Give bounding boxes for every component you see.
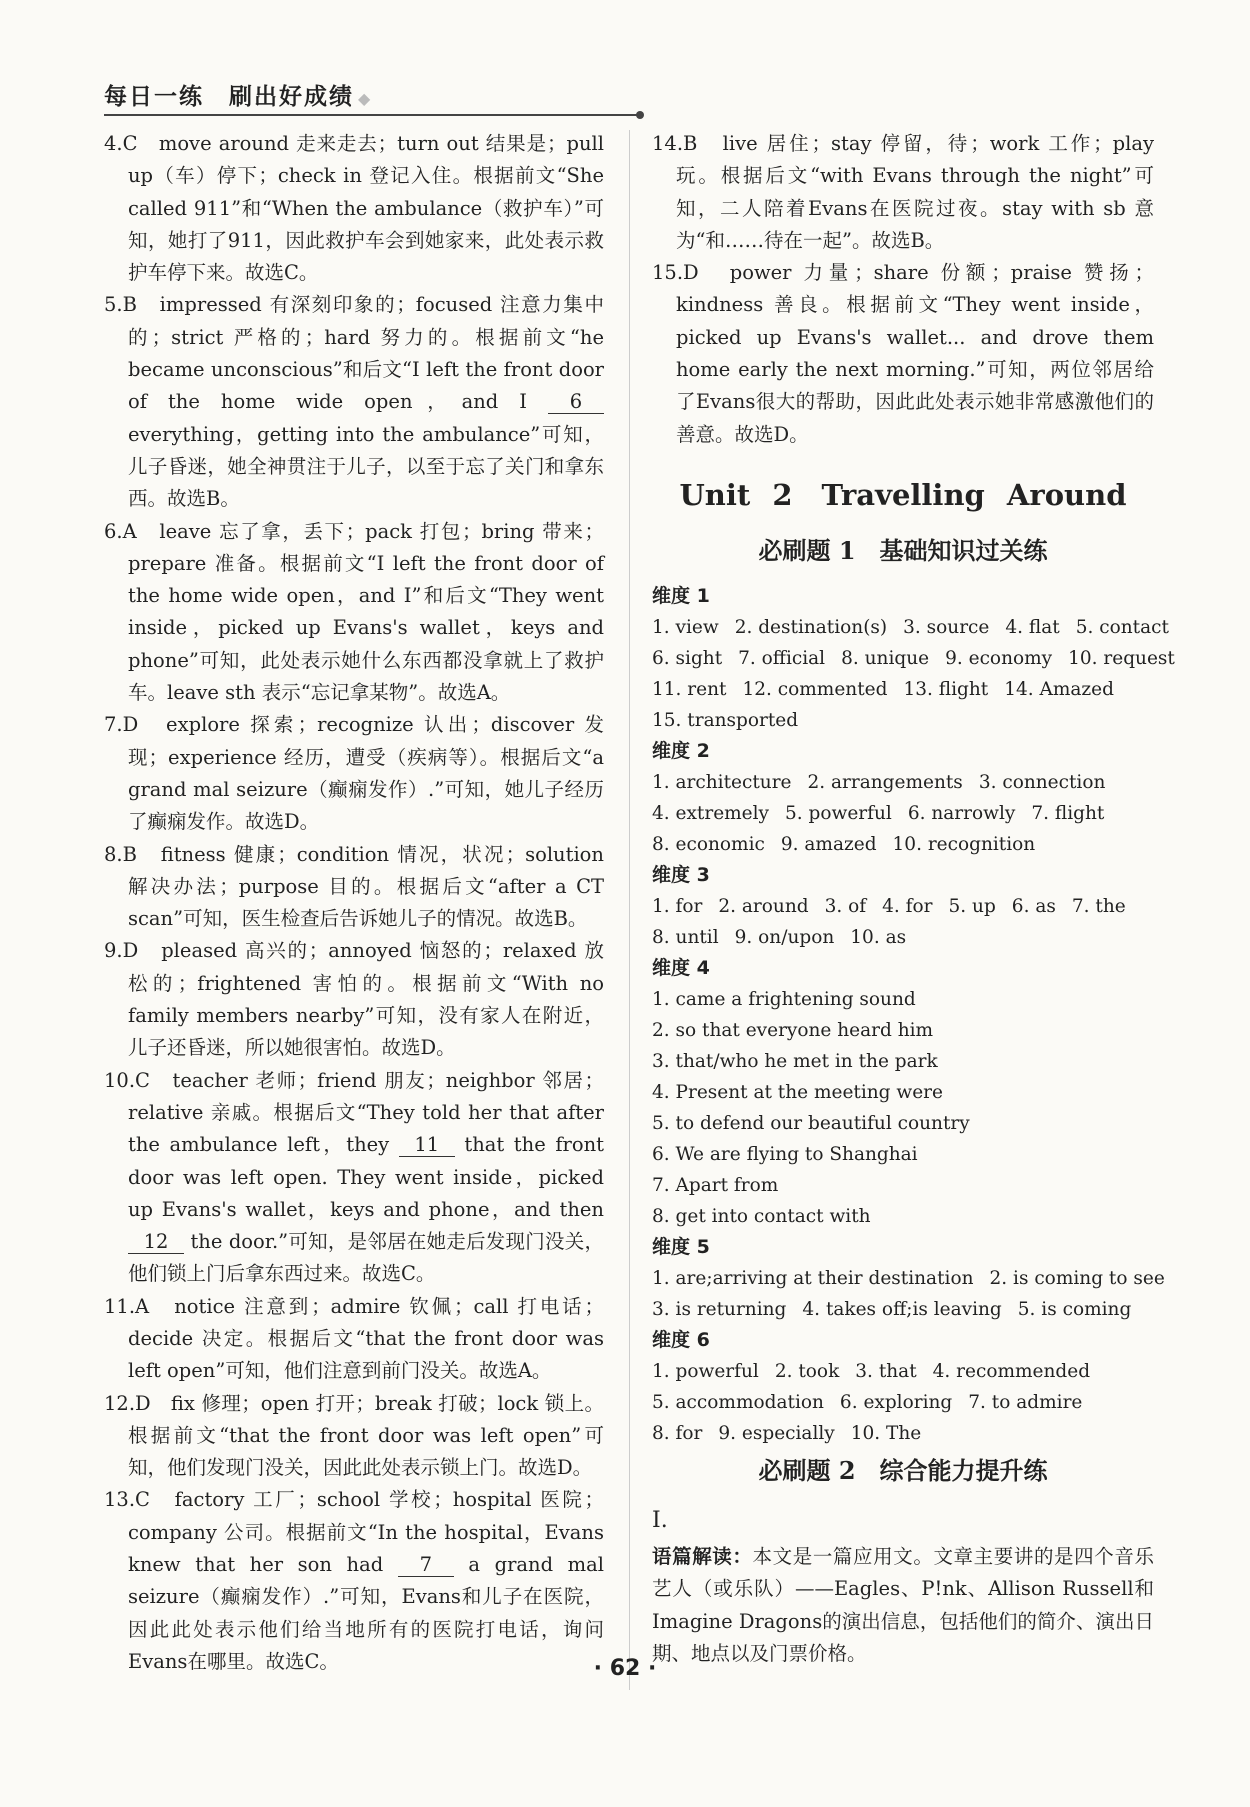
item-text: C teacher 老师；friend 朋友；neighbor 邻居；relative 亲戚。根据后文“They told her that after the ambulance left，they xyxy=(128,1068,604,1157)
item-text: everything，getting into the ambulance”可知，儿子昏迷，她全神贯注于儿子，以至于忘了关门和拿东西。故选B。 xyxy=(128,422,604,511)
answer: 8. unique xyxy=(841,647,930,669)
answer: 4. for xyxy=(882,895,933,917)
answer-line xyxy=(652,984,1154,1015)
item-number: 6. xyxy=(104,519,123,543)
answer: 7. flight xyxy=(1031,802,1105,824)
section-title-1: 必刷题 1 基础知识过关练 xyxy=(758,535,1048,565)
answer-item xyxy=(104,1388,604,1485)
answer: 5. powerful xyxy=(785,802,892,824)
item-number: 4. xyxy=(104,132,123,155)
header-title: 每日一练 刷出好成绩 xyxy=(104,84,354,110)
answer-line xyxy=(652,705,1154,736)
diamond-icon: ◆ xyxy=(358,89,373,108)
answer: 2. is coming to see xyxy=(989,1267,1165,1289)
answer: 5. up xyxy=(948,895,996,917)
answer-line xyxy=(652,1263,1165,1294)
answer-item xyxy=(104,516,604,710)
item-text: D fix 修理；open 打开；break 打破；lock 锁上。根据前文“that the front door was left open”可知，他们发现门没关，因此此处表示锁上门。故选D。 xyxy=(128,1391,604,1480)
header-dot xyxy=(636,111,644,119)
answer: 4. takes off;is leaving xyxy=(802,1298,1002,1320)
item-number: 11. xyxy=(104,1294,136,1318)
item-number: 8. xyxy=(104,842,123,866)
answer-line xyxy=(652,1418,1154,1449)
answer-item xyxy=(104,935,604,1064)
item-text: the door.”可知，是邻居在她走后发现门没关，他们锁上门后拿东西过来。故选C。 xyxy=(128,1230,604,1286)
answer: 8. economic xyxy=(652,833,765,855)
answer-item xyxy=(104,1484,604,1678)
answer: 6. narrowly xyxy=(907,802,1016,824)
answer-line xyxy=(652,1170,1154,1201)
answer-line xyxy=(652,1201,1154,1232)
answer: 2. around xyxy=(718,895,809,917)
page-header xyxy=(104,78,372,111)
answer: 5. contact xyxy=(1075,616,1169,638)
item-text: D explore 探索；recognize 认出；discover 发现；experience 经历，遭受（疾病等）。根据后文“a grand mal seizure（癫痫发作）.”可知，她儿子经历了癫痫发作。故选D。 xyxy=(122,713,604,834)
answer: 10. recognition xyxy=(892,833,1036,855)
item-text: A leave 忘了拿，丢下；pack 打包；bring 带来；prepare 准备。根据前文“I left the front door of the home wide open，and I”和后文“They went inside，picked up Evans's wallet，keys and phone”可知，此处表示她什么东西都没拿就上了救护车。leave sth 表示“忘记拿某物”。故选A。 xyxy=(122,519,604,705)
item-text: a grand mal seizure（癫痫发作）.”可知，Evans和儿子在医院，因此此处表示他们给当地所有的医院打电话，询问Evans在哪里。故选C。 xyxy=(128,1553,605,1673)
answer: 7. to admire xyxy=(968,1391,1083,1413)
answer: 8. get into contact with xyxy=(652,1205,871,1227)
answer: 9. on/upon xyxy=(734,926,835,948)
answer: 6. We are flying to Shanghai xyxy=(652,1143,918,1165)
answer: 3. is returning xyxy=(652,1298,787,1320)
answer: 12. commented xyxy=(742,678,888,700)
right-column xyxy=(652,128,1175,1670)
answer: 7. Apart from xyxy=(652,1174,779,1196)
item-number: 5. xyxy=(104,293,123,317)
dimension-label: 维度 6 xyxy=(652,1328,710,1351)
blank-number: 7 xyxy=(398,1554,454,1577)
answer: 2. arrangements xyxy=(807,771,963,793)
answer: 3. that xyxy=(855,1360,917,1382)
right-answer-items xyxy=(652,128,1154,451)
answer: 4. Present at the meeting were xyxy=(652,1081,943,1103)
answer-line xyxy=(652,1294,1154,1325)
section-title-2: 必刷题 2 综合能力提升练 xyxy=(758,1455,1048,1485)
answer: 2. took xyxy=(774,1360,840,1382)
answer-item xyxy=(104,289,604,515)
item-text: D pleased 高兴的；annoyed 恼怒的；relaxed 放松的；frightened 害怕的。根据前文“With no family members nearby”可知，没有家人在附近，儿子还昏迷，所以她很害怕。故选D。 xyxy=(122,939,604,1060)
item-number: 13. xyxy=(104,1488,136,1512)
answer: 2. so that everyone heard him xyxy=(652,1019,934,1041)
answer-line xyxy=(652,829,1154,860)
answer-item xyxy=(652,128,1154,257)
answer: 10. The xyxy=(850,1422,922,1444)
answer: 8. until xyxy=(652,926,719,948)
answer: 14. Amazed xyxy=(1004,678,1114,700)
answer-line xyxy=(652,1015,1154,1046)
answer-line xyxy=(652,1077,1154,1108)
answer: 7. the xyxy=(1071,895,1126,917)
item-text: D power 力量；share 份额；praise 赞扬；kindness 善良。根据前文“They went inside，picked up Evans's wallet... and drove them home early the next morning.”可知，两位邻居给了Evans很大的帮助，因此此处表示她非常感激他们的善意。故选D。 xyxy=(676,261,1154,446)
reading-summary xyxy=(652,1541,1154,1670)
dimensions xyxy=(652,581,1175,1449)
answer: 4. recommended xyxy=(932,1360,1091,1382)
answer-item xyxy=(104,709,604,838)
item-number: 9. xyxy=(104,939,123,963)
item-text: B impressed 有深刻印象的；focused 注意力集中的；strict 严格的；hard 努力的。根据前文“he became unconscious”和后文“I left the front door of the home wide open，and I xyxy=(122,293,604,414)
answer: 3. of xyxy=(824,895,867,917)
blank-number: 11 xyxy=(399,1134,455,1157)
answer-line xyxy=(652,1108,1154,1139)
answer-line xyxy=(652,798,1154,829)
answer: 11. rent xyxy=(652,678,727,700)
dimension-label: 维度 3 xyxy=(652,863,710,886)
answer: 6. exploring xyxy=(839,1391,953,1413)
unit-title: Unit 2 Travelling Around xyxy=(679,477,1127,512)
item-number: 12. xyxy=(104,1391,136,1415)
answer: 5. accommodation xyxy=(652,1391,824,1413)
item-number: 7. xyxy=(104,713,123,737)
reading-label: 语篇解读： xyxy=(652,1544,753,1568)
answer: 6. as xyxy=(1011,895,1056,917)
answer: 3. that/who he met in the park xyxy=(652,1050,938,1072)
left-column xyxy=(104,128,604,1678)
answer: 1. view xyxy=(652,616,719,638)
answer: 1. powerful xyxy=(652,1360,759,1382)
answer: 2. destination(s) xyxy=(734,616,888,638)
item-text: C move around 走来走去；turn out 结果是；pull up（车）停下；check in 登记入住。根据前文“She called 911”和“When the ambulance（救护车）”可知，她打了911，因此救护车会到她家来，此处表示救护车停下来。故选C。 xyxy=(122,132,604,285)
answer: 8. for xyxy=(652,1422,703,1444)
answer-line xyxy=(652,767,1154,798)
roman-numeral: Ⅰ. xyxy=(652,1507,668,1533)
answer-line xyxy=(652,674,1154,705)
dimension-label: 维度 4 xyxy=(652,956,710,979)
item-number: 14. xyxy=(652,132,684,155)
answer-item xyxy=(652,257,1154,451)
answer: 1. architecture xyxy=(652,771,792,793)
answer: 1. for xyxy=(652,895,703,917)
item-text: C factory 工厂；school 学校；hospital 医院；company 公司。根据前文“In the hospital，Evans knew that her son had xyxy=(128,1488,604,1577)
item-number: 15. xyxy=(652,261,684,285)
answer: 1. are;arriving at their destination xyxy=(652,1267,974,1289)
answer-line xyxy=(652,1387,1154,1418)
reading-text: 本文是一篇应用文。文章主要讲的是四个音乐艺人（或乐队）——Eagles、P!nk、Allison Russell和Imagine Dragons的演出信息，包括他们的简介、演出日期、地点以及门票价格。 xyxy=(652,1544,1154,1665)
answer: 3. connection xyxy=(978,771,1106,793)
answer: 5. is coming xyxy=(1017,1298,1132,1320)
answer: 4. flat xyxy=(1005,616,1060,638)
dimension-label: 维度 2 xyxy=(652,739,710,762)
answer: 9. especially xyxy=(718,1422,835,1444)
answer-item xyxy=(104,1065,604,1291)
answer: 10. request xyxy=(1068,647,1175,669)
answer: 6. sight xyxy=(652,647,723,669)
answer: 5. to defend our beautiful country xyxy=(652,1112,970,1134)
answer-item xyxy=(104,839,604,936)
item-number: 10. xyxy=(104,1068,136,1092)
answer-line xyxy=(652,922,1154,953)
answer-line xyxy=(652,612,1169,643)
answer-line xyxy=(652,643,1175,674)
answer: 9. economy xyxy=(945,647,1053,669)
answer-line xyxy=(652,1356,1154,1387)
answer: 7. official xyxy=(738,647,826,669)
answer-line xyxy=(652,891,1154,922)
answer-item xyxy=(104,128,604,289)
header-rule xyxy=(104,114,640,116)
answer: 13. flight xyxy=(903,678,989,700)
answer: 1. came a frightening sound xyxy=(652,988,916,1010)
page-number: · 62 · xyxy=(593,1656,657,1681)
blank-number: 6 xyxy=(548,391,604,414)
dimension-label: 维度 5 xyxy=(652,1235,710,1258)
item-text: A notice 注意到；admire 钦佩；call 打电话；decide 决定。根据后文“that the front door was left open”可知，他们注意到前门没关。故选A。 xyxy=(128,1294,604,1383)
dimension-label: 维度 1 xyxy=(652,584,710,607)
answer-item xyxy=(104,1291,604,1388)
item-text: that the front door was left open. They went inside，picked up Evans's wallet，keys and phone，and then xyxy=(128,1133,604,1221)
answer: 15. transported xyxy=(652,709,799,731)
answer: 3. source xyxy=(903,616,990,638)
answer: 9. amazed xyxy=(780,833,877,855)
item-text: B live 居住；stay 停留，待；work 工作；play 玩。根据后文“with Evans through the night”可知，二人陪着Evans在医院过夜。stay with sb 意为“和……待在一起”。故选B。 xyxy=(676,132,1154,252)
answer-line xyxy=(652,1046,1154,1077)
answer: 10. as xyxy=(850,926,907,948)
answer-line xyxy=(652,1139,1154,1170)
blank-number: 12 xyxy=(128,1231,184,1254)
answer: 4. extremely xyxy=(652,802,769,824)
item-text: B fitness 健康；condition 情况，状况；solution 解决办法；purpose 目的。根据后文“after a CT scan”可知，医生检查后告诉她儿子的情况。故选B。 xyxy=(122,842,604,931)
column-divider xyxy=(629,130,630,1690)
